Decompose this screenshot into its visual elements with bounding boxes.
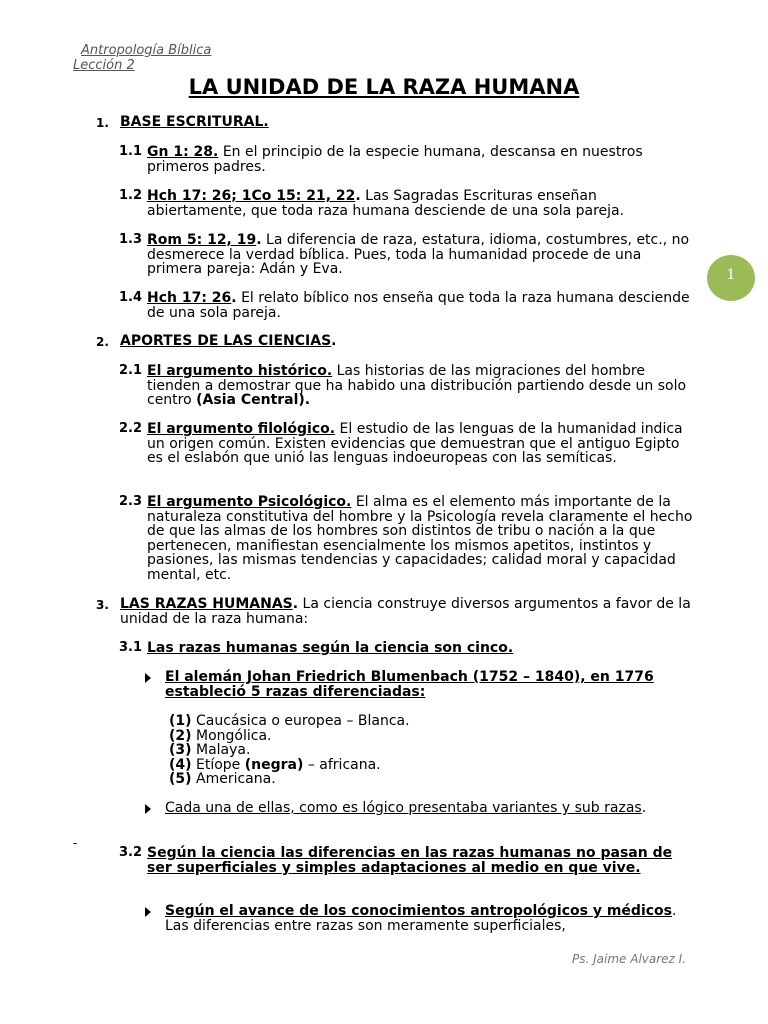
race-label: Malaya. xyxy=(196,742,251,759)
race-item xyxy=(169,714,410,729)
race-item xyxy=(169,758,410,773)
item-3-2-heading: Según la ciencia las diferencias en las razas humanas no pasan de ser superficiales y simples adaptaciones al medio en que vive. xyxy=(147,845,673,876)
margin-mark: - xyxy=(73,836,78,850)
section-3-heading-suffix: . xyxy=(292,596,299,612)
race-label: Caucásica o europea – Blanca. xyxy=(196,713,410,729)
item-1-1 xyxy=(147,145,697,174)
item-2-2 xyxy=(147,422,697,466)
item-2-1 xyxy=(147,364,697,408)
section-2-heading-suffix: . xyxy=(331,333,337,349)
race-item xyxy=(169,772,410,787)
item-1-4-ref: Hch 17: 26 xyxy=(147,290,232,306)
item-1-2-ref: Hch 17: 26; 1Co 15: 21, 22 xyxy=(147,188,356,204)
item-3-1-number: 3.1 xyxy=(119,640,143,655)
race-label: Mongólica. xyxy=(196,727,272,744)
item-1-1-number: 1.1 xyxy=(119,144,143,159)
race-label: Etíope xyxy=(196,756,245,773)
variants-bullet xyxy=(165,801,685,816)
item-2-1-number: 2.1 xyxy=(119,363,143,378)
item-1-3-text: La diferencia de raza, estatura, idioma, costumbres, etc., no desmerece la verdad bíblica. Pues, toda la humanidad procede de una primera pareja: Adán y Eva. xyxy=(147,232,690,278)
item-2-2-text: El estudio de las lenguas de la humanidad indica un origen común. Existen evidencias que demuestran que el antiguo Egipto es el eslabón que unió las lenguas indoeuropeas con las semíticas. xyxy=(147,421,683,467)
bullet-arrow-icon xyxy=(145,804,151,814)
race-label: Americana. xyxy=(196,771,276,788)
bullet-arrow-icon xyxy=(145,673,151,683)
section-2-heading-row xyxy=(120,334,336,349)
race-label-bold: (negra) xyxy=(244,756,304,773)
variants-suffix: . xyxy=(641,800,647,816)
blumenbach-bullet: El alemán Johan Friedrich Blumenbach (1752 – 1840), en 1776 estableció 5 razas diferenciadas: xyxy=(165,669,654,700)
item-1-3-number: 1.3 xyxy=(119,232,143,247)
race-list xyxy=(169,714,410,787)
page-number-badge: 1 xyxy=(707,255,755,301)
item-3-2-number: 3.2 xyxy=(119,845,143,860)
bullet-arrow-icon xyxy=(145,907,151,917)
item-2-1-text: Las historias de las migraciones del hombre tienden a demostrar que ha habido una distribución partiendo desde un solo centro xyxy=(147,363,687,409)
section-3-intro: La ciencia construye diversos argumentos a favor de la unidad de la raza humana: xyxy=(120,596,691,627)
item-2-3-text: El alma es el elemento más importante de la naturaleza constitutiva del hombre y la Psicología revela claramente el hecho de que las almas de los hombres son distintos de tribu o nación a la que pertenecen, manifiestan esencialmente los mismos apetitos, instintos y pasiones, las mismas tendencias y capacidades; calidad moral y capacidad mental, etc. xyxy=(147,494,693,583)
race-number: (5) xyxy=(169,771,192,788)
item-1-1-text: En el principio de la especie humana, descansa en nuestros primeros padres. xyxy=(147,144,643,175)
item-2-1-text-bold: (Asia Central). xyxy=(196,392,311,409)
page-title: LA UNIDAD DE LA RAZA HUMANA xyxy=(188,75,580,99)
item-1-2 xyxy=(147,189,697,218)
item-1-2-text: Las Sagradas Escrituras enseñan abiertamente, que toda raza humana desciende de una sola pareja. xyxy=(147,188,625,219)
item-1-4-number: 1.4 xyxy=(119,290,143,305)
course-name: Antropología Bíblica xyxy=(81,43,212,58)
section-2-heading: APORTES DE LAS CIENCIAS xyxy=(120,333,332,349)
item-1-3 xyxy=(147,233,697,277)
variants-text: Cada una de ellas, como es lógico presentaba variantes y sub razas xyxy=(165,800,642,816)
item-1-2-ref-suffix: . xyxy=(355,188,361,204)
section-3-heading-row xyxy=(120,597,695,626)
race-number: (1) xyxy=(169,713,192,729)
anthropology-bold: Según el avance de los conocimientos antropológicos y médicos xyxy=(165,903,672,919)
item-1-2-number: 1.2 xyxy=(119,188,143,203)
race-item xyxy=(169,743,410,758)
item-3-1-heading: Las razas humanas según la ciencia son cinco. xyxy=(147,640,514,656)
item-1-1-ref: Gn 1: 28. xyxy=(147,144,219,160)
race-number: (2) xyxy=(169,727,192,744)
race-item xyxy=(169,729,410,744)
section-1-number: 1. xyxy=(96,116,109,130)
section-3-number: 3. xyxy=(96,598,109,612)
item-2-3-ref: El argumento Psicológico. xyxy=(147,494,352,510)
item-2-3 xyxy=(147,495,697,583)
section-3-heading: LAS RAZAS HUMANAS xyxy=(120,596,293,612)
race-number: (3) xyxy=(169,742,192,759)
item-1-3-ref: Rom 5: 12, 19 xyxy=(147,232,257,248)
item-1-4 xyxy=(147,291,697,320)
anthropology-text: . Las diferencias entre razas son meramente superficiales, xyxy=(165,903,677,934)
section-1-heading: BASE ESCRITURAL. xyxy=(120,114,269,130)
item-2-1-ref: El argumento histórico. xyxy=(147,363,333,379)
lesson-number: Lección 2 xyxy=(73,58,135,73)
item-1-4-ref-suffix: . xyxy=(231,290,237,306)
item-2-2-ref: El argumento filológico. xyxy=(147,421,336,437)
item-2-3-number: 2.3 xyxy=(119,494,143,509)
section-2-number: 2. xyxy=(96,335,109,349)
footer-author: Ps. Jaime Alvarez I. xyxy=(572,952,687,966)
item-1-4-text: El relato bíblico nos enseña que toda la raza humana desciende de una sola pareja. xyxy=(147,290,690,321)
race-number: (4) xyxy=(169,756,192,773)
item-1-3-ref-suffix: . xyxy=(256,232,262,248)
race-label-post: – africana. xyxy=(303,756,381,773)
anthropology-bullet xyxy=(165,904,695,933)
item-2-2-number: 2.2 xyxy=(119,421,143,436)
